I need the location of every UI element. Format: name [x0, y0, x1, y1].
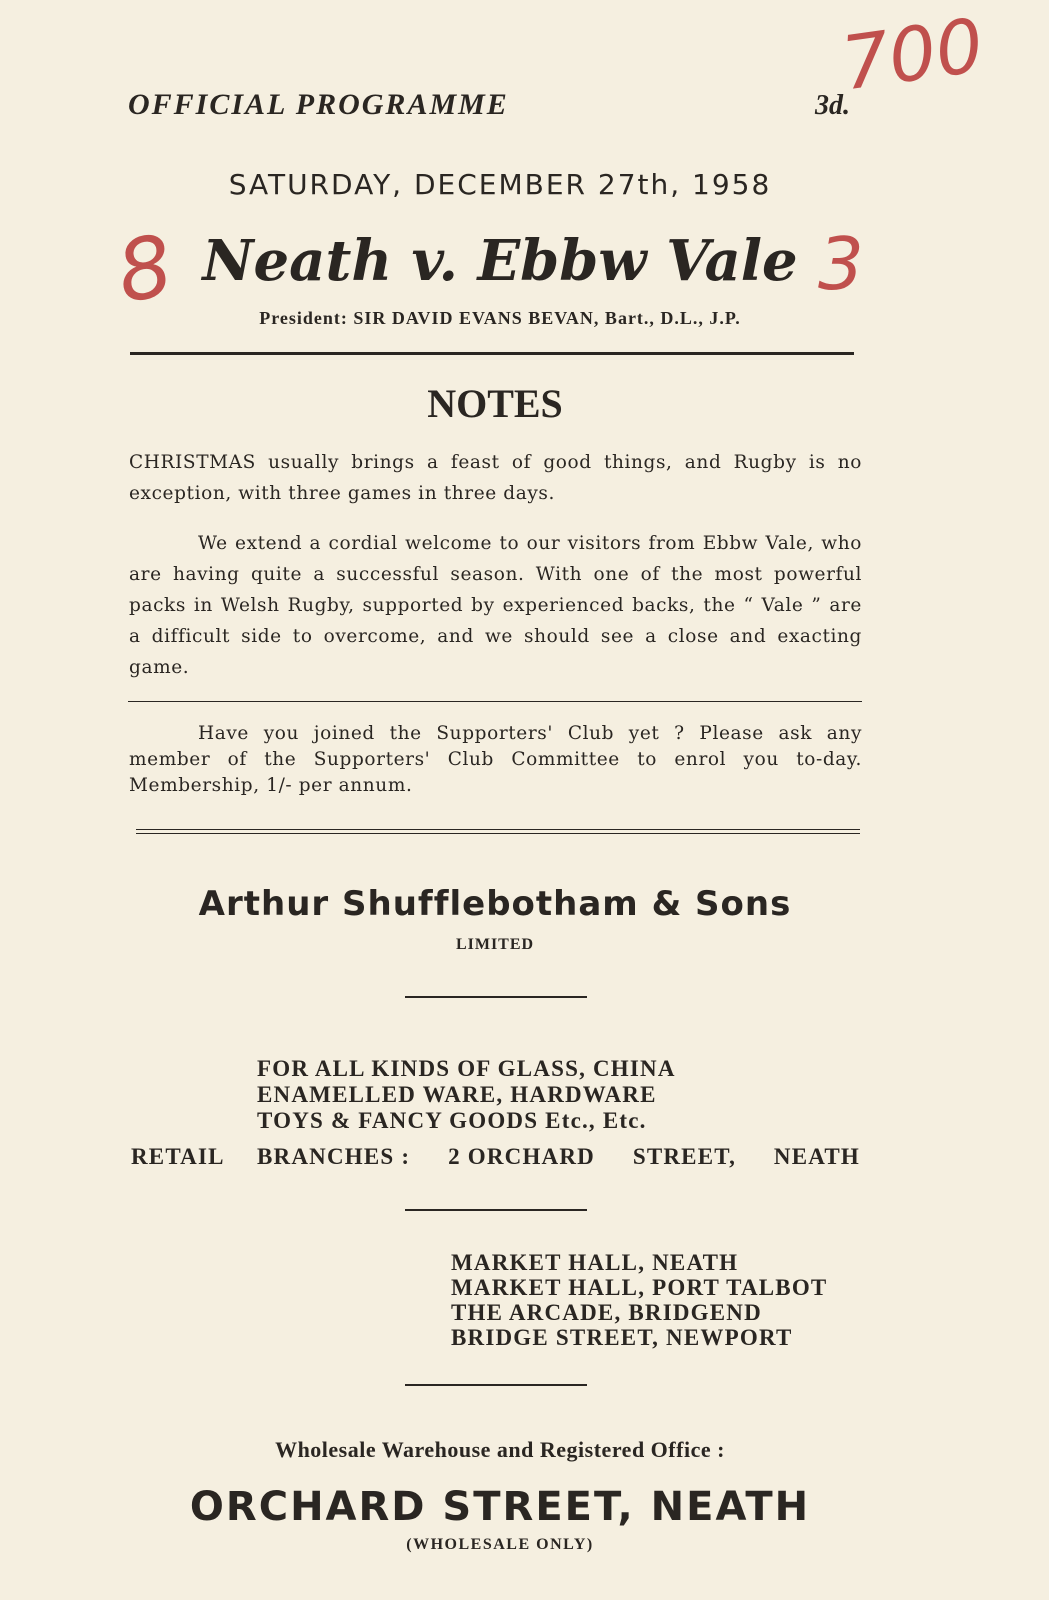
- handwritten-score-home: 8: [109, 216, 180, 322]
- notes-heading: NOTES: [427, 381, 563, 426]
- advert-branch-list: [451, 1250, 827, 1350]
- notes-paragraph-1: CHRISTMAS usually brings a feast of good things, and Rugby is no exception, with three games in three days.: [129, 452, 862, 504]
- advert-goods-line: ENAMELLED WARE, HARDWARE: [257, 1082, 657, 1107]
- notes-divider: [128, 701, 862, 702]
- advert-company-name: Arthur Shufflebotham & Sons: [198, 884, 792, 924]
- advert-short-rule-3: [405, 1384, 587, 1386]
- handwritten-score-away: 3: [818, 222, 864, 306]
- advert-branches-label: BRANCHES :: [257, 1144, 411, 1169]
- advert-retail-branches-line: [257, 1144, 860, 1170]
- advert-limited: LIMITED: [455, 936, 535, 953]
- advert-goods-line: FOR ALL KINDS OF GLASS, CHINA: [257, 1056, 676, 1081]
- advert-branch-item: BRIDGE STREET, NEWPORT: [451, 1325, 793, 1350]
- match-title: Neath v. Ebbw Vale: [202, 228, 798, 294]
- advert-first-branch-town: NEATH: [773, 1144, 860, 1169]
- club-president: President: SIR DAVID EVANS BEVAN, Bart., D.L., J.P.: [259, 308, 741, 328]
- advert-branch-item: THE ARCADE, BRIDGEND: [451, 1300, 762, 1325]
- advert-goods-line: TOYS & FANCY GOODS Etc., Etc.: [257, 1108, 647, 1133]
- advert-address: ORCHARD STREET, NEATH: [189, 1484, 811, 1530]
- header-divider: [130, 352, 854, 355]
- advert-goods-list: [257, 1056, 676, 1134]
- handwritten-number: 700: [836, 2, 989, 108]
- advert-branch-item: MARKET HALL, NEATH: [451, 1250, 739, 1275]
- advert-warehouse-label: Wholesale Warehouse and Registered Office :: [275, 1437, 725, 1462]
- advert-first-branch-street: STREET,: [632, 1144, 737, 1169]
- programme-title: OFFICIAL PROGRAMME: [128, 88, 509, 121]
- notes-paragraph-2: We extend a cordial welcome to our visitors from Ebbw Vale, who are having quite a successful season. With one of the most powerful packs in Welsh Rugby, supported by experienced backs, the “ Vale ” are a difficult side to overcome, and we should see a close and exacting game.: [129, 533, 862, 678]
- advert-first-branch: 2 ORCHARD: [448, 1144, 595, 1169]
- supporters-club-notice: Have you joined the Supporters' Club yet ? Please ask any member of the Supporters' Club Committee to enrol you to-day. Membership, 1/- per annum.: [129, 723, 862, 796]
- programme-price: 3d.: [815, 90, 850, 121]
- advert-wholesale-only: (WHOLESALE ONLY): [406, 1536, 594, 1553]
- advert-divider-top: [136, 829, 860, 830]
- advert-retail-label: RETAIL: [131, 1144, 225, 1169]
- match-date: SATURDAY, DECEMBER 27th, 1958: [228, 168, 772, 201]
- advert-short-rule-2: [405, 1209, 587, 1211]
- advert-divider-bottom: [136, 833, 860, 834]
- advert-short-rule-1: [405, 996, 587, 998]
- advert-branch-item: MARKET HALL, PORT TALBOT: [451, 1275, 828, 1300]
